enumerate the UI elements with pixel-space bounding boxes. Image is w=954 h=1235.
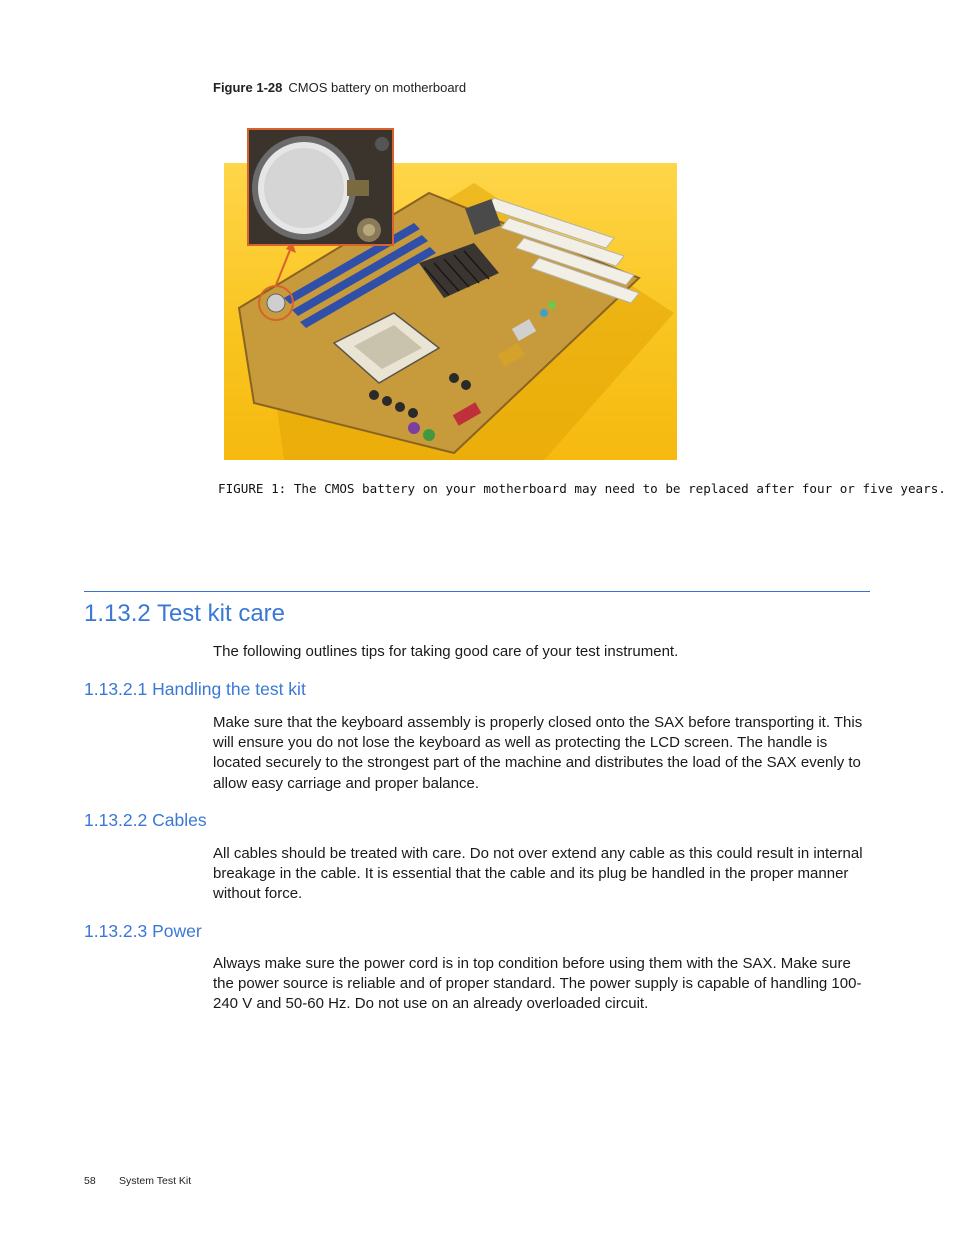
subsection-title-cables: 1.13.2.2 Cables <box>84 810 207 830</box>
subsection-body-power: Always make sure the power cord is in top condition before using them with the SAX. Make sure the power source is reliable and of proper standard. The power supply is capable of handling 100-240 V and 50-60 Hz. Do not use on an already overloaded circuit. <box>213 955 862 1013</box>
cmos-battery-closeup <box>249 130 392 244</box>
section-divider <box>84 591 870 592</box>
subsection-title-handling: 1.13.2.1 Handling the test kit <box>84 679 306 699</box>
figure-caption-text: CMOS battery on motherboard <box>288 80 467 95</box>
figure-number: Figure 1-28 <box>213 80 283 95</box>
subsection-title-power: 1.13.2.3 Power <box>84 921 202 941</box>
page-number: 58 <box>84 1175 96 1187</box>
figure-subcaption: FIGURE 1: The CMOS battery on your motherboard may need to be replaced after four or five years. <box>218 481 946 496</box>
figure-caption <box>213 80 466 95</box>
subsection-body-handling: Make sure that the keyboard assembly is properly closed onto the SAX before transporting it. This will ensure you do not lose the keyboard as well as protecting the LCD screen. The handle is located securely to the strongest part of the machine and distributes the load of the SAX evenly to allow easy carriage and proper balance. <box>213 714 863 792</box>
section-title: 1.13.2 Test kit care <box>84 600 285 627</box>
footer-doc-title: System Test Kit <box>119 1175 192 1187</box>
subsection-body-cables: All cables should be treated with care. Do not over extend any cable as this could result in internal breakage in the cable. It is essential that the cable and its plug be handled in the proper manner without force. <box>213 845 863 903</box>
battery-closeup-inset <box>247 128 394 246</box>
section-intro: The following outlines tips for taking good care of your test instrument. <box>213 643 679 660</box>
